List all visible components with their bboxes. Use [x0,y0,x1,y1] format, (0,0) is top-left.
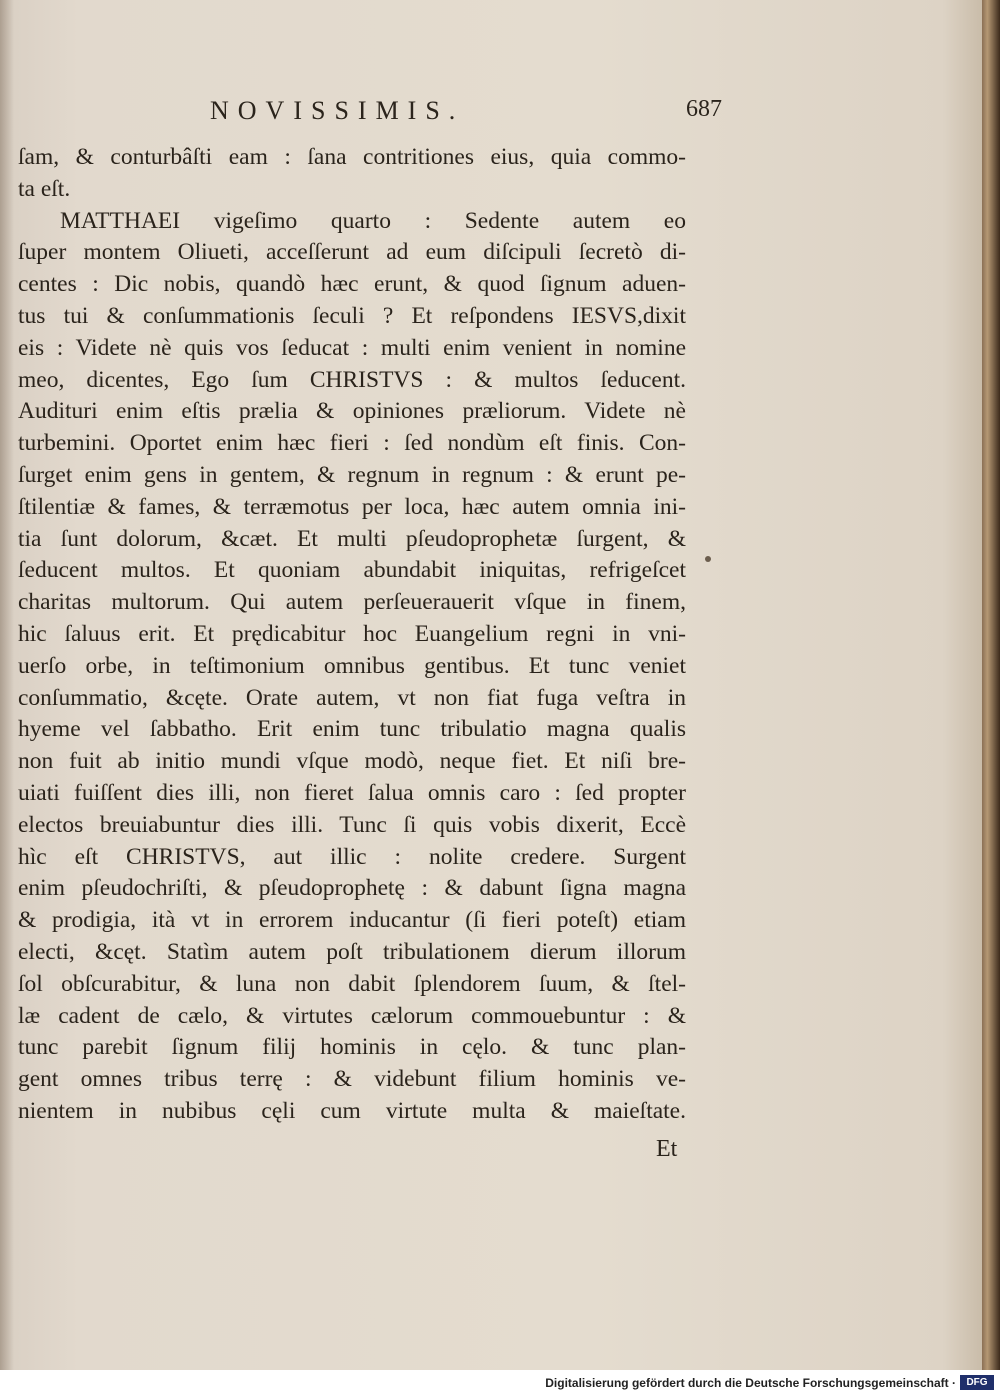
text-line: conſummatio, &cęte. Orate autem, vt non fiat fuga veſtra in [18,684,686,711]
text-line: tia ſunt dolorum, &cæt. Et multi pſeudoprophetæ ſurgent, & [18,525,686,552]
ink-spot [705,556,711,562]
text-line: hìc eſt CHRISTVS, aut illic : nolite credere. Surgent [18,843,686,870]
text-line: & prodigia, ità vt in errorem inducantur (ſi fieri poteſt) etiam [18,907,686,934]
text-line: non fuit ab initio mundi vſque modò, neque fiet. Et niſi bre- [18,748,686,775]
text-line: ſuper montem Oliueti, acceſſerunt ad eum diſcipuli ſecretò di- [18,239,686,266]
text-line: electi, &cęt. Statìm autem poſt tribulationem dierum illorum [18,938,686,965]
page-number: 687 [686,96,722,122]
text-line: hyeme vel ſabbatho. Erit enim tunc tribulatio magna qualis [18,716,686,743]
dfg-logo: DFG [960,1375,994,1390]
text-line: gent omnes tribus terrę : & videbunt filium hominis ve- [18,1066,686,1093]
body-text [18,142,686,1128]
text-line: tunc parebit ſignum filij hominis in cęlo. & tunc plan- [18,1034,686,1061]
text-line: uerſo orbe, in teſtimonium omnibus gentibus. Et tunc veniet [18,652,686,679]
footer-bar [0,1370,1000,1396]
text-line: electos breuiabuntur dies illi. Tunc ſi quis vobis dixerit, Eccè [18,811,686,838]
text-line: charitas multorum. Qui autem perſeuerauerit vſque in finem, [18,589,686,616]
text-line: ſurget enim gens in gentem, & regnum in regnum : & erunt pe- [18,461,686,488]
running-head: NOVISSIMIS. [210,96,465,125]
text-line: tus tui & conſummationis ſeculi ? Et reſpondens IESVS,dixit [18,302,686,329]
text-line: ſol obſcurabitur, & luna non dabit ſplendorem ſuum, & ſtel- [18,970,686,997]
text-line: Audituri enim eſtis prælia & opiniones præliorum. Videte nè [18,398,686,425]
text-line: meo, dicentes, Ego ſum CHRISTVS : & multos ſeducent. [18,366,686,393]
text-line: turbemini. Oportet enim hæc fieri : ſed nondùm eſt finis. Con- [18,430,686,457]
text-line: centes : Dic nobis, quandò hæc erunt, & quod ſignum aduen- [18,271,686,298]
text-line: læ cadent de cælo, & virtutes cælorum commouebuntur : & [18,1002,686,1029]
text-line: enim pſeudochriſti, & pſeudoprophetę : & dabunt ſigna magna [18,875,686,902]
text-line: nientem in nubibus cęli cum virtute multa & maieſtate. [18,1097,686,1124]
gutter-shadow [0,0,14,1370]
page-edge [982,0,1000,1370]
text-line: hic ſaluus erit. Et prędicabitur hoc Euangelium regni in vni- [18,620,686,647]
catchword: Et [656,1136,678,1162]
funding-credit: Digitalisierung gefördert durch die Deutsche Forschungsgemeinschaft · [545,1376,956,1390]
text-line: ſam, & conturbâſti eam : ſana contritiones eius, quia commo- [18,144,686,170]
text-line: uiati fuiſſent dies illi, non fieret ſalua omnis caro : ſed propter [18,779,686,806]
text-line: eis : Videte nè quis vos ſeducat : multi enim venient in nomine [18,334,686,361]
text-line: MATTHAEI vigeſimo quarto : Sedente autem eo [60,207,686,234]
text-line: ta eſt. [18,175,71,202]
text-line: ſeducent multos. Et quoniam abundabit iniquitas, refrigeſcet [18,557,686,584]
text-line: ſtilentiæ & fames, & terræmotus per loca, hæc autem omnia ini- [18,493,686,520]
